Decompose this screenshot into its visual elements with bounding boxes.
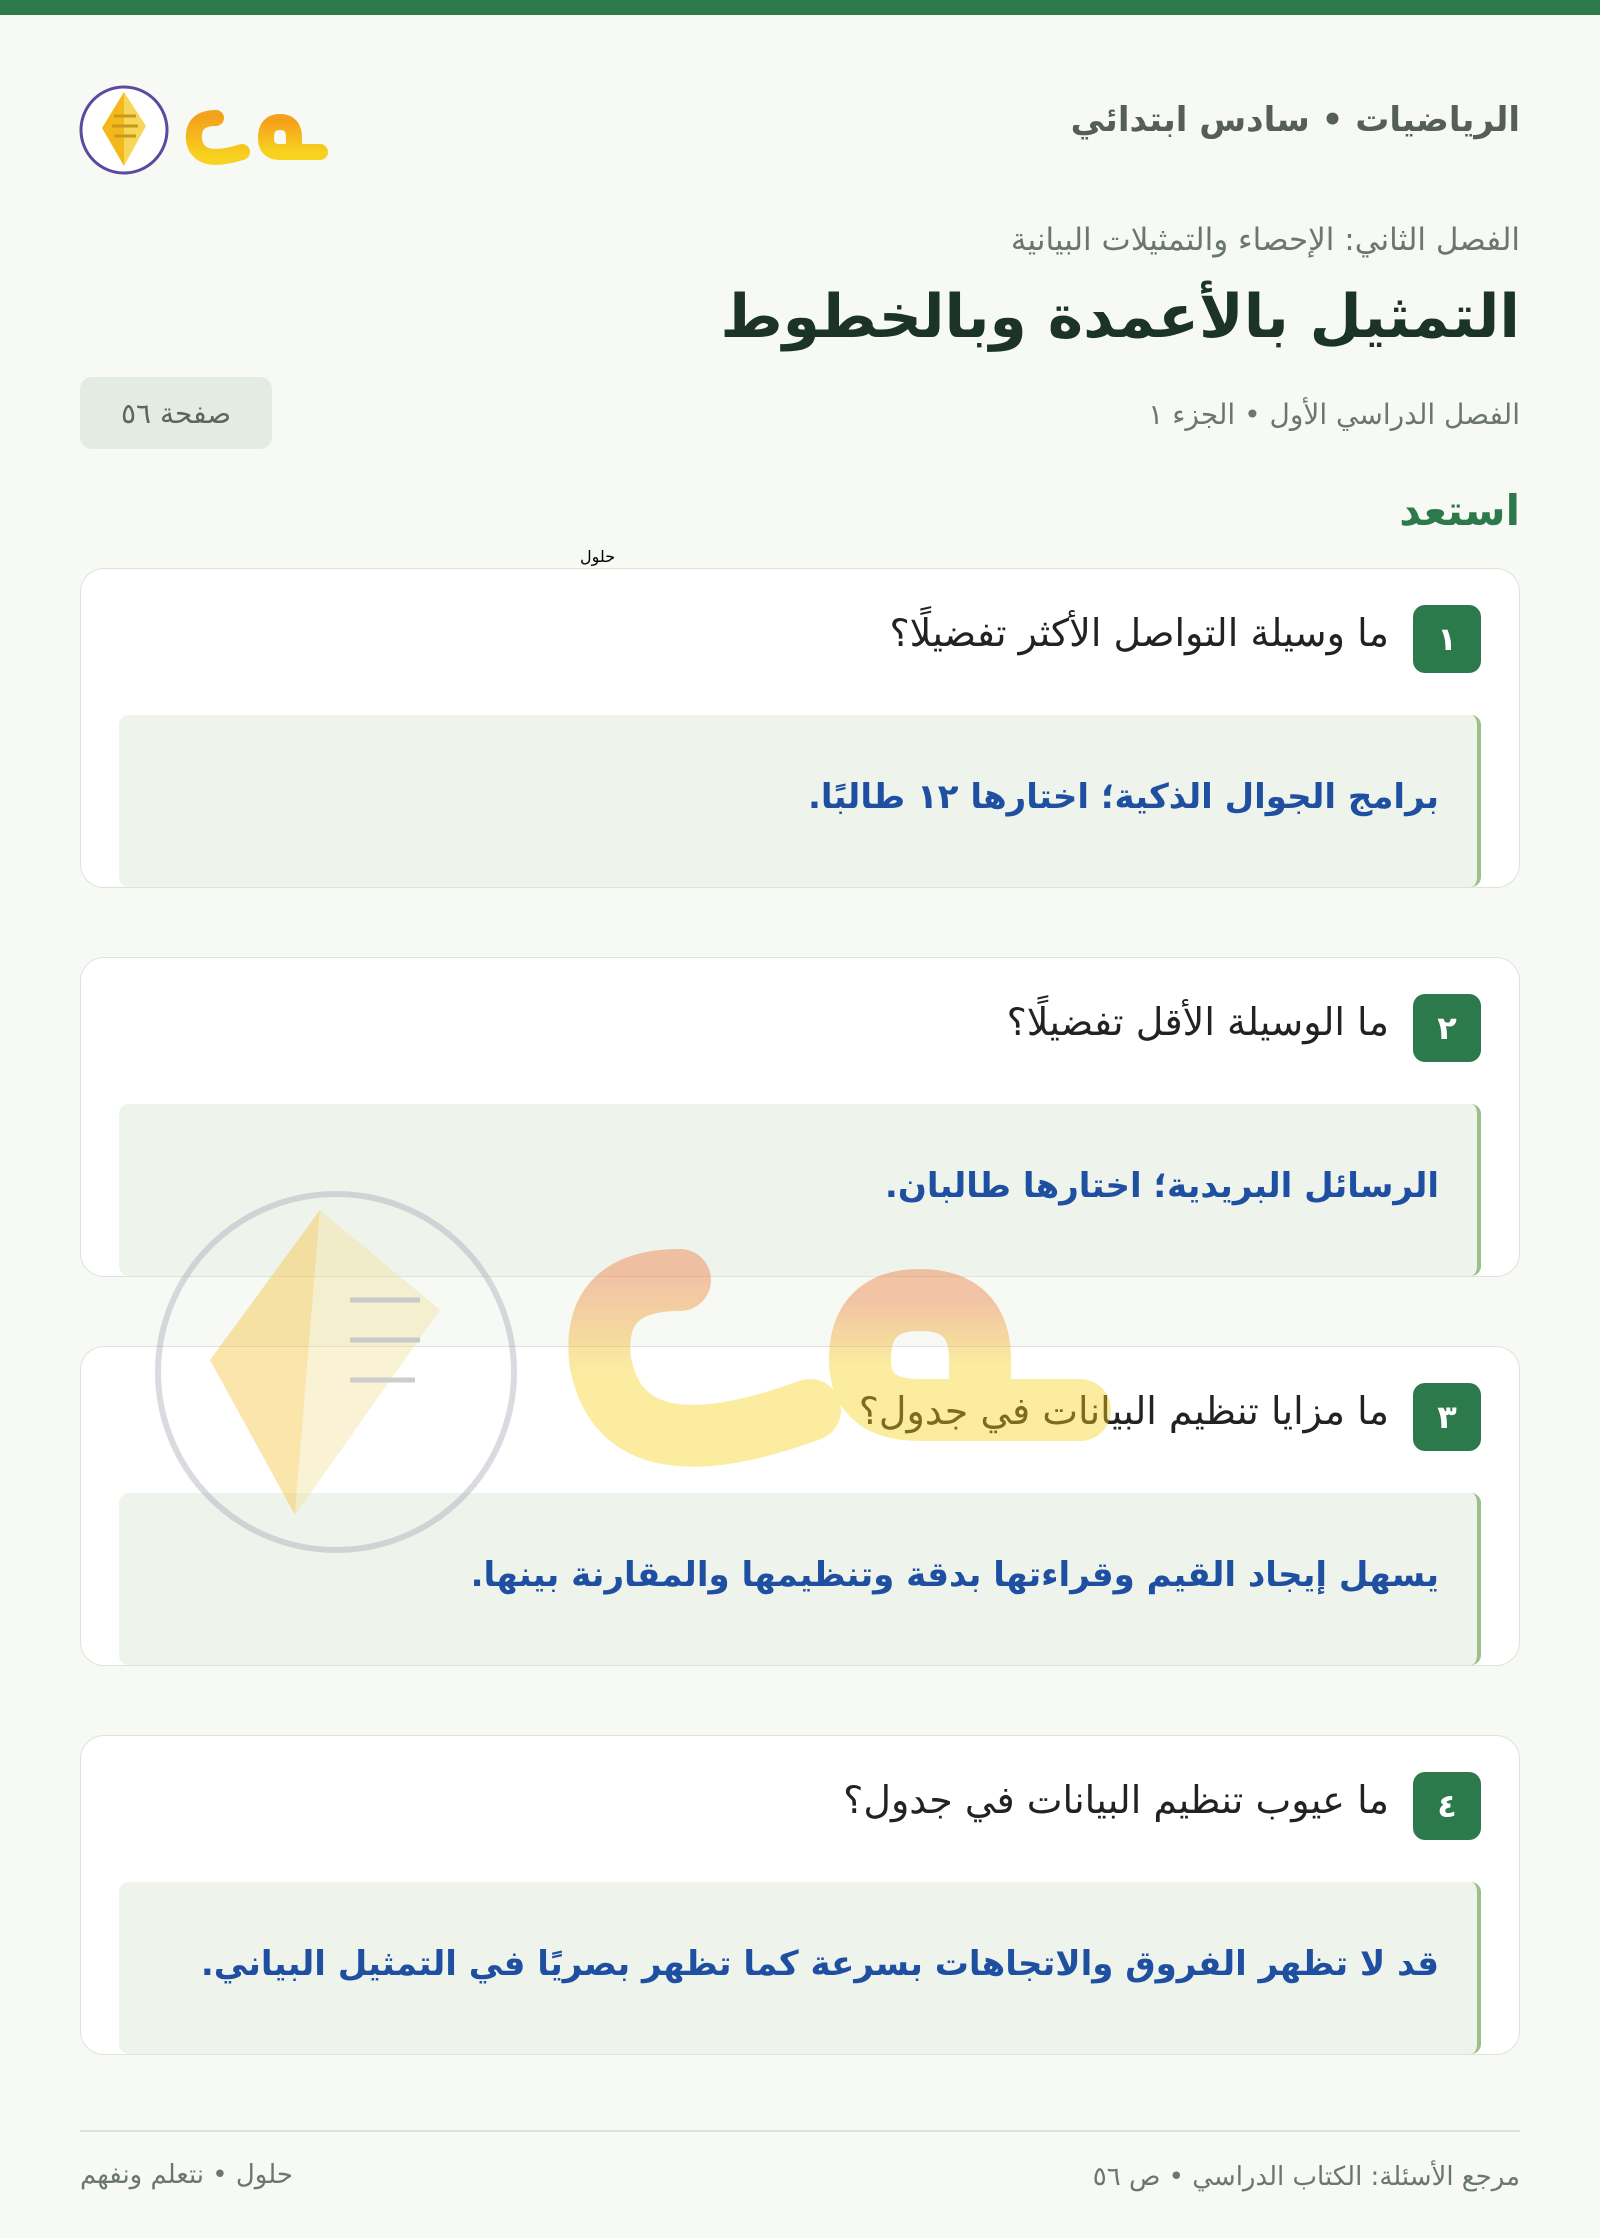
top-accent-bar [0,0,1600,15]
question-card [80,957,1520,1277]
answer-text: برامج الجوال الذكية؛ اختارها ١٢ طالبًا. [808,777,1439,817]
answer-box [119,1104,1481,1276]
answer-text: قد لا تظهر الفروق والاتجاهات بسرعة كما تظهر بصريًا في التمثيل البياني. [200,1944,1439,1984]
section-heading: استعد [1399,486,1520,535]
page-number-badge: صفحة ٥٦ [80,377,272,449]
question-number: ٣ [1413,1383,1481,1451]
subject-label: الرياضيات • سادس ابتدائي [1070,100,1520,140]
question-text: ما مزايا تنظيم البيانات في جدول؟ [858,1389,1389,1433]
question-text: ما عيوب تنظيم البيانات في جدول؟ [843,1778,1389,1822]
question-number: ٢ [1413,994,1481,1062]
page-title: التمثيل بالأعمدة وبالخطوط [720,282,1520,352]
footer-divider [80,2130,1520,2132]
answer-box [119,1493,1481,1665]
footer-brand: حلول • نتعلم ونفهم [80,2160,293,2190]
answer-box [119,715,1481,887]
question-card [80,568,1520,888]
question-card [80,1735,1520,2055]
answer-text: الرسائل البريدية؛ اختارها طالبان. [884,1166,1439,1206]
answer-text: يسهل إيجاد القيم وقراءتها بدقة وتنظيمها والمقارنة بينها. [470,1555,1439,1595]
question-number: ٤ [1413,1772,1481,1840]
footer-reference: مرجع الأسئلة: الكتاب الدراسي • ص ٥٦ [1092,2162,1520,2192]
logo-text: حلول [580,547,616,566]
answer-box [119,1882,1481,2054]
term-info: الفصل الدراسي الأول • الجزء ١ [1148,398,1520,431]
question-number: ١ [1413,605,1481,673]
question-card [80,1346,1520,1666]
chapter-label: الفصل الثاني: الإحصاء والتمثيلات البيانية [1010,222,1520,258]
question-text: ما وسيلة التواصل الأكثر تفضيلًا؟ [889,611,1389,655]
question-text: ما الوسيلة الأقل تفضيلًا؟ [1006,1000,1389,1044]
